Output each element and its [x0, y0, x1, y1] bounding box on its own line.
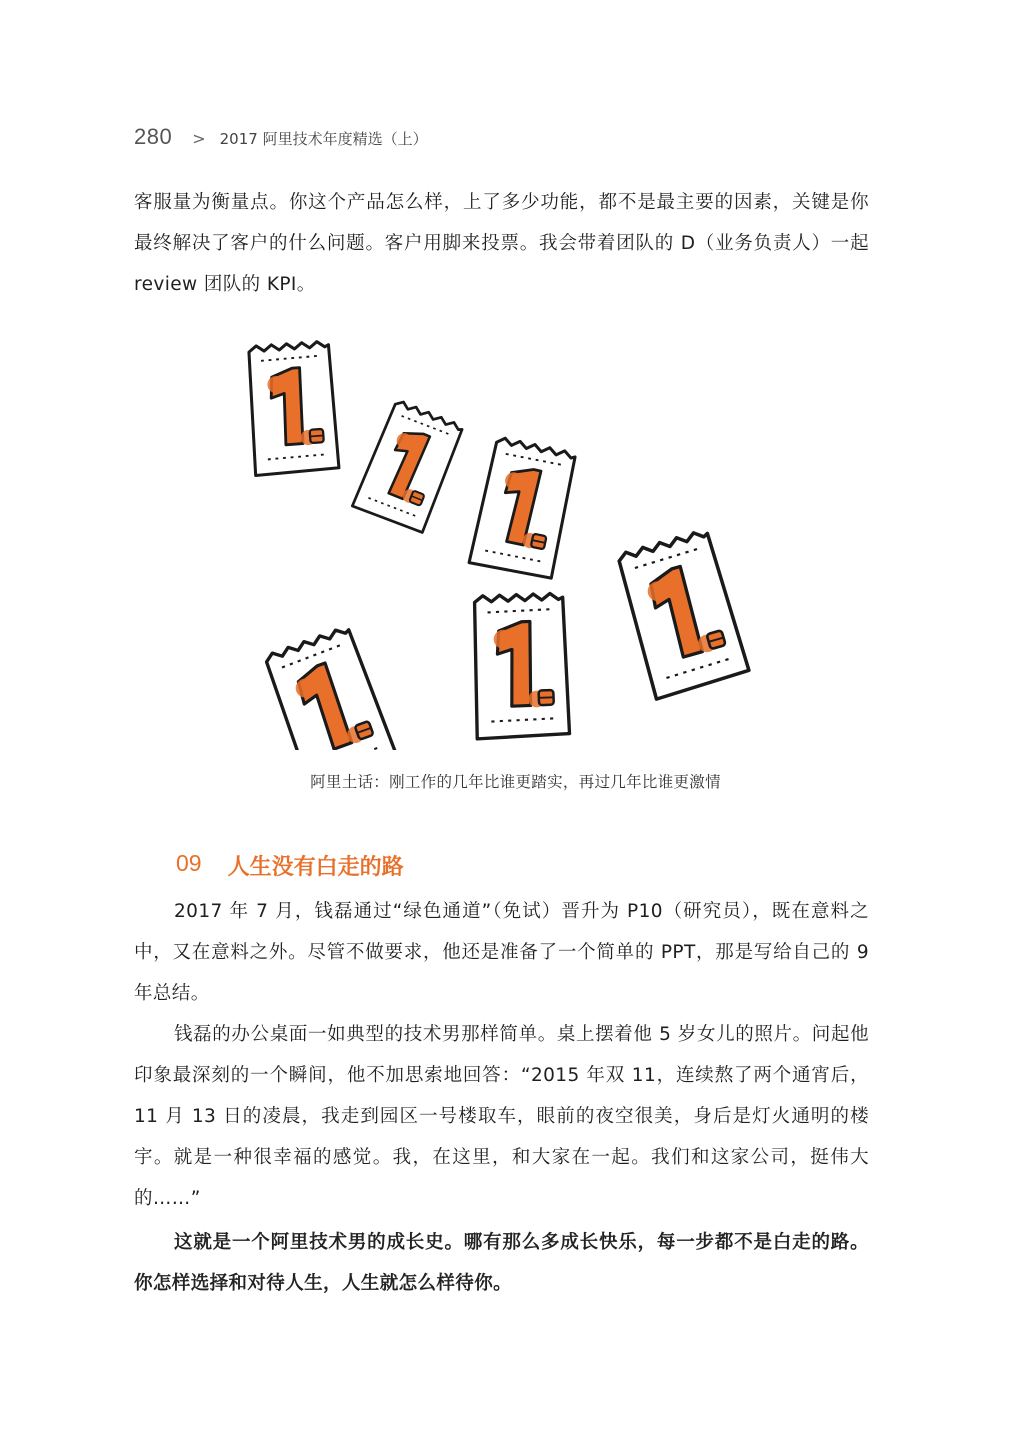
calendar-pages-image	[243, 338, 759, 750]
calendar-page-4	[615, 529, 749, 699]
calendar-page-2	[352, 399, 465, 534]
calendar-page-6	[262, 625, 398, 750]
conclusion-paragraph: 这就是一个阿里技术男的成长史。哪有那么多成长快乐，每一步都不是白走的路。你怎样选择和对待人生，人生就怎么样待你。	[134, 1232, 869, 1294]
figure-caption: 阿里土话：刚工作的几年比谁更踏实，再过几年比谁更激情	[310, 773, 721, 791]
intro-paragraph: 客服量为衡量点。你这个产品怎么样，上了多少功能，都不是最主要的因素，关键是你最终解决了客户的什么问题。客户用脚来投票。我会带着团队的 D（业务负责人）一起 review 团队的 KPI。	[134, 192, 869, 295]
section-heading	[176, 850, 404, 881]
page-header	[134, 124, 428, 150]
calendar-page-3	[469, 436, 578, 580]
body-paragraph-2: 钱磊的办公桌面一如典型的技术男那样简单。桌上摆着他 5 岁女儿的照片。问起他印象最深刻的一个瞬间，他不加思索地回答：“2015 年双 11，连续熬了两个通宵后，11 月 13 日的凌晨，我走到园区一号楼取车，眼前的夜空很美，身后是灯火通明的楼宇。就是一种很幸福的感觉。我，在这里，和大家在一起。我们和这家公司，挺伟大的……”	[134, 1024, 869, 1209]
body-paragraph-1: 2017 年 7 月，钱磊通过“绿色通道”（免试）晋升为 P10（研究员），既在意料之中，又在意料之外。尽管不做要求，他还是准备了一个简单的 PPT，那是写给自己的 9 年总结。	[134, 901, 869, 1004]
page-number: 280	[134, 124, 173, 149]
calendar-page-5	[472, 593, 569, 739]
calendar-page-1	[247, 341, 339, 476]
calendar-illustration	[243, 338, 759, 750]
section-number: 09	[176, 850, 202, 876]
book-title: 2017 阿里技术年度精选（上）	[219, 130, 428, 148]
section-title: 人生没有白走的路	[227, 855, 404, 880]
header-separator: >	[192, 129, 206, 148]
